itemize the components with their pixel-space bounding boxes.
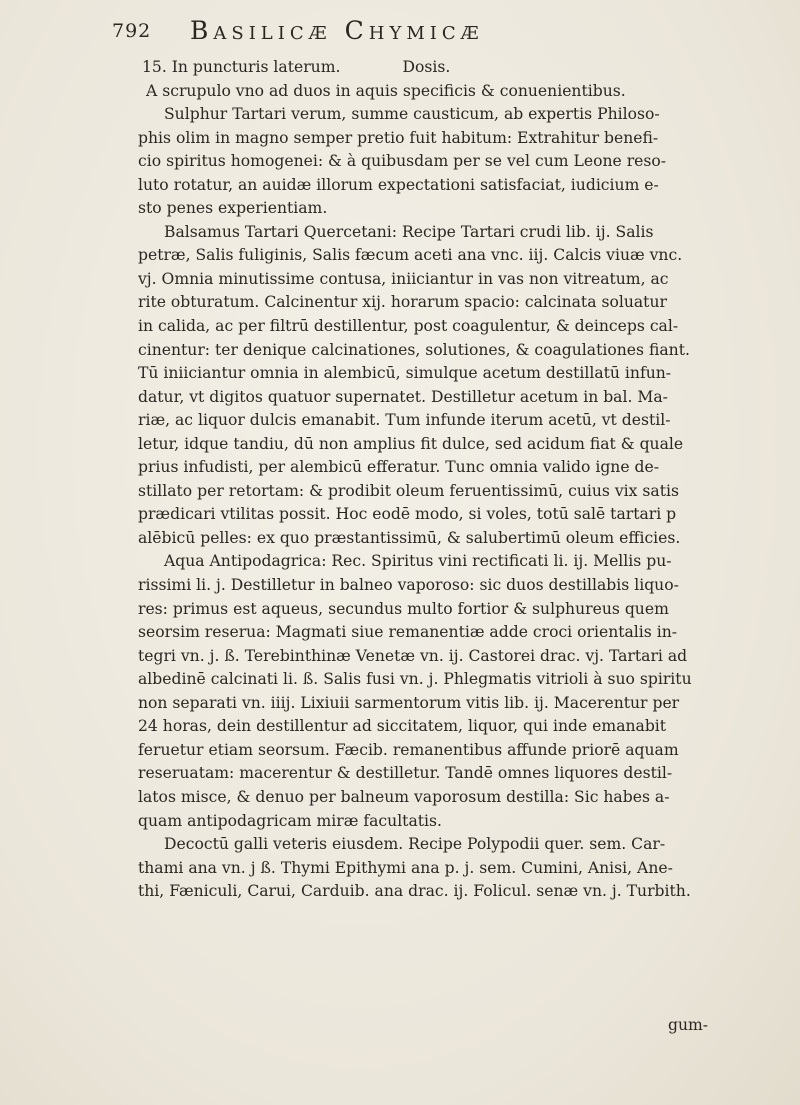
dosis-label: Dosis. <box>402 58 451 76</box>
text-line: prius infudisti, per alembicū efferatur. Tunc omnia valido igne de- <box>138 458 660 477</box>
text-line: Tū iniiciantur omnia in alembicū, simulque acetum destillatū infun- <box>138 364 672 383</box>
text-line: phis olim in magno semper pretio fuit habitum: Extrahitur benefi- <box>138 128 659 147</box>
text-line: A scrupulo vno ad duos in aquis specificis & conuenientibus. <box>146 81 626 100</box>
text-line: non separati vn. iiij. Lixiuii sarmentorum vitis lib. ij. Macerentur per <box>138 693 680 712</box>
text-line: riæ, ac liquor dulcis emanabit. Tum infunde iterum acetū, vt destil- <box>138 411 671 430</box>
text-line: albedinē calcinati li. ß. Salis fusi vn. j. Phlegmatis vitrioli à suo spiritu <box>138 670 692 689</box>
text-line: feruetur etiam seorsum. Fæcib. remanentibus affunde priorē aquam <box>138 740 679 759</box>
text-line: luto rotatur, an auidæ illorum expectationi satisfaciat, iudicium e- <box>138 175 659 194</box>
text-line: rite obturatum. Calcinentur xij. horarum spacio: calcinata soluatur <box>138 293 667 312</box>
text-line: cinentur: ter denique calcinationes, solutiones, & coagulationes fiant. <box>138 340 690 359</box>
page-number: 792 <box>112 20 152 42</box>
text-line: reseruatam: macerentur & destilletur. Tandē omnes liquores destil- <box>138 764 673 783</box>
text-line: tegri vn. j. ß. Terebinthinæ Venetæ vn. ij. Castorei drac. vj. Tartari ad <box>138 646 688 665</box>
text-line: cio spiritus homogenei: & à quibusdam per se vel cum Leone reso- <box>138 152 667 171</box>
text-line: thami ana vn. j ß. Thymi Epithymi ana p. j. sem. Cumini, Anisi, Ane- <box>138 858 673 877</box>
section-heading <box>138 56 758 80</box>
text-line: stillato per retortam: & prodibit oleum feruentissimū, cuius vix satis <box>138 481 679 500</box>
text-line: datur, vt digitos quatuor supernatet. Destilletur acetum in bal. Ma- <box>138 387 668 406</box>
text-line: Decoctū galli veteris eiusdem. Recipe Polypodii quer. sem. Car- <box>164 835 666 854</box>
text-line: thi, Fæniculi, Carui, Carduib. ana drac. ij. Folicul. senæ vn. j. Turbith. <box>138 882 691 901</box>
page-header <box>112 16 732 50</box>
text-line: quam antipodagricam miræ facultatis. <box>138 811 442 830</box>
body-text <box>138 56 758 904</box>
text-line: Balsamus Tartari Quercetani: Recipe Tartari crudi lib. ij. Salis <box>164 222 654 241</box>
text-line: petræ, Salis fuliginis, Salis fæcum aceti ana vnc. iij. Calcis viuæ vnc. <box>138 246 683 265</box>
section-heading-text: 15. In puncturis laterum. <box>142 58 341 76</box>
catchword: gum- <box>668 1016 709 1034</box>
text-line: Aqua Antipodagrica: Rec. Spiritus vini rectificati li. ij. Mellis pu- <box>164 552 672 571</box>
text-line: letur, idque tandiu, dū non amplius fit dulce, sed acidum fiat & quale <box>138 434 684 453</box>
text-line: 24 horas, dein destillentur ad siccitatem, liquor, qui inde emanabit <box>138 717 667 736</box>
text-line: alēbicū pelles: ex quo præstantissimū, & salubertimū oleum efficies. <box>138 528 681 547</box>
text-line: rissimi li. j. Destilletur in balneo vaporoso: sic duos destillabis liquo- <box>138 576 679 595</box>
text-line: latos misce, & denuo per balneum vaporosum destilla: Sic habes a- <box>138 787 670 806</box>
text-line: res: primus est aqueus, secundus multo fortior & sulphureus quem <box>138 599 669 618</box>
text-line: in calida, ac per filtrū destillentur, post coagulentur, & deinceps cal- <box>138 317 679 336</box>
text-line: prædicari vtilitas possit. Hoc eodē modo, si voles, totū salē tartari p <box>138 505 677 524</box>
running-head: Basilicæ Chymicæ <box>190 16 484 45</box>
text-line: vj. Omnia minutissime contusa, iniiciantur in vas non vitreatum, ac <box>138 269 669 288</box>
text-line: sto penes experientiam. <box>138 199 328 218</box>
text-line: Sulphur Tartari verum, summe causticum, ab expertis Philoso- <box>164 105 660 124</box>
text-line: seorsim reserua: Magmati siue remanentiæ adde croci orientalis in- <box>138 623 678 642</box>
